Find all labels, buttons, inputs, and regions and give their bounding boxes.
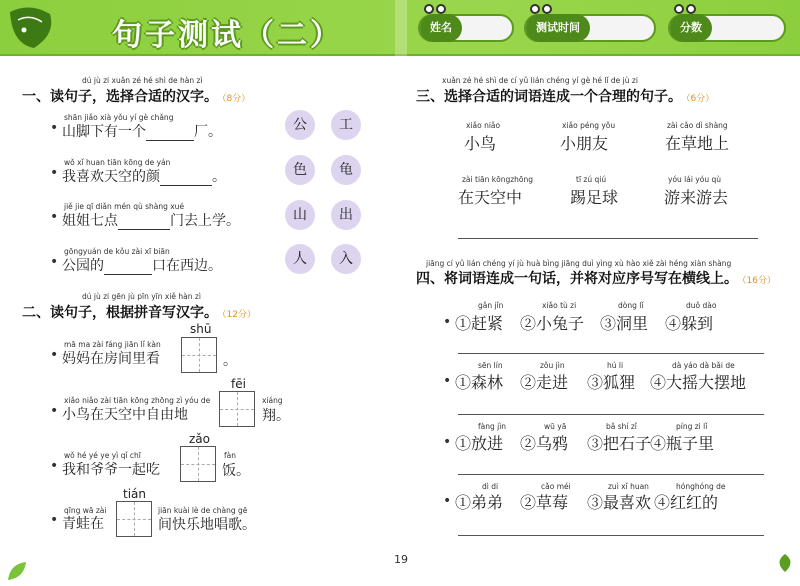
test-time-field-label: 测试时间: [526, 14, 590, 42]
s1-item4-text-a: 公园的: [62, 258, 104, 274]
s3-word6[interactable]: 游来游去: [664, 188, 729, 207]
s3-word3[interactable]: 在草地上: [665, 134, 730, 153]
s2-item2-pinyin-after: xiáng: [262, 396, 283, 405]
section2-title-pinyin: dú jù zi gēn jù pīn yīn xiě hàn zì: [82, 292, 201, 301]
s1-item3-text-a: 姐姐七点: [62, 213, 118, 229]
score-field[interactable]: [668, 14, 786, 42]
option-circle[interactable]: 龟: [331, 155, 361, 185]
s1-item4-blank[interactable]: [104, 259, 152, 275]
s1-item1-blank[interactable]: [146, 125, 194, 141]
section2-title-text: 二、读句子，根据拼音写汉字。: [22, 305, 218, 321]
s1-item3-pinyin: jiě jie qī diǎn mén qù shàng xué: [64, 202, 185, 211]
s4-g3-word2[interactable]: ②乌鸦: [520, 434, 569, 453]
section4-title: [416, 268, 776, 288]
leaf-decoration-icon: [4, 4, 56, 52]
s4-g2-w1-pinyin: sēn lín: [478, 361, 503, 370]
s2-item3-text-b: 饭。: [222, 463, 250, 479]
option-circle[interactable]: 山: [285, 200, 315, 230]
s4-g1-word1[interactable]: ①赶紧: [455, 314, 504, 333]
bullet: •: [50, 512, 59, 528]
option-circle[interactable]: 工: [331, 110, 361, 140]
s1-item1-text-a: 山脚下有一个: [62, 124, 146, 140]
s4-g1-w2-pinyin: xiǎo tù zi: [542, 301, 577, 310]
s4-g4-w1-pinyin: dì di: [482, 482, 499, 491]
s4-g4-w2-pinyin: cǎo méi: [541, 482, 571, 491]
s4-g2-w3-pinyin: hú li: [607, 361, 624, 370]
s1-item4-pinyin: gōngyuán de kǒu zài xī biān: [64, 247, 170, 256]
s4-g4-word3[interactable]: ③最喜欢: [587, 493, 652, 512]
s1-item2-blank[interactable]: [160, 170, 212, 186]
s3-word5-pinyin: tī zú qiú: [576, 175, 607, 184]
s4-g2-word2[interactable]: ②走进: [520, 373, 569, 392]
s4-g3-w4-pinyin: píng zi lǐ: [676, 422, 708, 431]
s4-g2-word4[interactable]: ④大摇大摆地: [650, 373, 747, 392]
answer-line[interactable]: [458, 474, 764, 475]
section1-title: [22, 86, 250, 106]
tianzige-box[interactable]: [219, 391, 255, 427]
s4-g4-w3-pinyin: zuì xǐ huan: [608, 482, 649, 491]
section1-title-pinyin: dú jù zi xuǎn zé hé shì de hàn zì: [82, 76, 203, 85]
answer-line[interactable]: [458, 414, 764, 415]
s4-g4-word1[interactable]: ①弟弟: [455, 493, 504, 512]
s4-g4-w4-pinyin: hónghóng de: [676, 482, 726, 491]
bullet: •: [443, 314, 452, 330]
s4-g1-w3-pinyin: dòng lǐ: [618, 301, 644, 310]
section3-score: （6分）: [686, 94, 715, 104]
s2-item2-text-b: 翔。: [262, 408, 290, 424]
section1-score: （8分）: [222, 94, 251, 104]
s4-g2-word1[interactable]: ①森林: [455, 373, 504, 392]
s4-g1-w1-pinyin: gǎn jǐn: [478, 301, 504, 310]
s3-word6-pinyin: yóu lái yóu qù: [668, 175, 721, 184]
bullet: •: [50, 120, 59, 136]
s4-g2-w2-pinyin: zǒu jìn: [540, 361, 565, 370]
name-field[interactable]: [418, 14, 514, 42]
s2-item1-text-a: 妈妈在房间里看: [62, 351, 160, 367]
leaf-corner-icon: [774, 552, 796, 574]
s2-item1-pinyin: mā ma zài fáng jiān lǐ kàn: [64, 340, 161, 349]
s1-item1-text-b: 厂。: [194, 124, 222, 140]
s2-item1-text-b: 。: [223, 353, 237, 369]
s3-word4-pinyin: zài tiān kōngzhōng: [462, 175, 533, 184]
bullet: •: [50, 165, 59, 181]
answer-line[interactable]: [458, 238, 758, 239]
name-field-label: 姓名: [420, 14, 462, 42]
s2-item3-box-pinyin: zǎo: [189, 432, 210, 446]
s3-word5[interactable]: 踢足球: [570, 188, 619, 207]
bullet: •: [50, 403, 59, 419]
header-banner: [0, 0, 800, 56]
option-circle[interactable]: 公: [285, 110, 315, 140]
s2-item4-pinyin-after: jiān kuài lè de chàng gē: [158, 506, 248, 515]
s3-word4[interactable]: 在天空中: [458, 188, 523, 207]
section2-title: [22, 302, 256, 322]
section4-score: （16分）: [742, 276, 776, 286]
s3-word2-pinyin: xiǎo péng yǒu: [562, 121, 616, 130]
s4-g3-w1-pinyin: fàng jìn: [478, 422, 507, 431]
page-title: 句子测试（二）: [112, 18, 343, 53]
option-circle[interactable]: 色: [285, 155, 315, 185]
section3-title-pinyin: xuǎn zé hé shì de cí yǔ lián chéng yí gè hé lǐ de jù zi: [442, 76, 638, 85]
section3-title-text: 三、选择合适的词语连成一个合理的句子。: [416, 89, 682, 105]
s1-item3: [62, 210, 240, 230]
bullet: •: [443, 493, 452, 509]
bullet: •: [50, 209, 59, 225]
s4-g1-word3[interactable]: ③洞里: [600, 314, 649, 333]
leaf-corner-icon: [6, 560, 28, 582]
s2-item4-text-b: 间快乐地唱歌。: [158, 517, 256, 533]
s1-item1-pinyin: shān jiǎo xià yǒu yí gè chǎng: [64, 113, 174, 122]
section4-title-pinyin: jiāng cí yǔ lián chéng yí jù huà bìng jiāng duì yìng xù hào xiě zài héng xiàn shàng: [426, 259, 732, 268]
s4-g3-word3[interactable]: ③把石子: [587, 434, 652, 453]
section1-title-text: 一、读句子，选择合适的汉字。: [22, 89, 218, 105]
s2-item2-box-pinyin: fēi: [231, 377, 246, 391]
s1-item2-pinyin: wǒ xǐ huan tiān kōng de yán: [64, 158, 171, 167]
section4-title-text: 四、将词语连成一句话，并将对应序号写在横线上。: [416, 271, 738, 287]
bullet: •: [50, 347, 59, 363]
banner-divider: [395, 0, 407, 56]
s1-item1: [62, 121, 222, 141]
s1-item3-blank[interactable]: [118, 214, 170, 230]
s2-item4-box-pinyin: tián: [123, 487, 146, 501]
bullet: •: [50, 254, 59, 270]
option-circle[interactable]: 入: [331, 244, 361, 274]
s4-g1-word2[interactable]: ②小兔子: [520, 314, 585, 333]
tianzige-box[interactable]: [180, 446, 216, 482]
s4-g1-w4-pinyin: duǒ dào: [686, 301, 717, 310]
page-number: 19: [394, 553, 408, 566]
s3-word3-pinyin: zài cǎo dì shàng: [667, 121, 728, 130]
bullet: •: [443, 373, 452, 389]
s3-word2[interactable]: 小朋友: [560, 134, 609, 153]
answer-line[interactable]: [458, 353, 764, 354]
s1-item4: [62, 255, 222, 275]
section3-title: [416, 86, 714, 106]
s4-g3-word1[interactable]: ①放进: [455, 434, 504, 453]
s2-item3-text-a: 我和爷爷一起吃: [62, 462, 160, 478]
s3-word1-pinyin: xiǎo niǎo: [466, 121, 501, 130]
option-circle[interactable]: 出: [331, 200, 361, 230]
bullet: •: [50, 458, 59, 474]
tianzige-box[interactable]: [116, 501, 152, 537]
s1-item4-text-b: 口在西边。: [152, 258, 222, 274]
s2-item1-box-pinyin: shū: [190, 322, 212, 336]
tianzige-box[interactable]: [181, 337, 217, 373]
s4-g3-w2-pinyin: wū yā: [544, 422, 567, 431]
s2-item3-pinyin: wǒ hé yé ye yì qǐ chī: [64, 451, 141, 460]
s4-g4-word2[interactable]: ②草莓: [520, 493, 569, 512]
option-circle[interactable]: 人: [285, 244, 315, 274]
s2-item4-pinyin: qīng wā zài: [64, 506, 107, 515]
s4-g2-w4-pinyin: dà yáo dà bǎi de: [672, 361, 735, 370]
s1-item2-text-a: 我喜欢天空的颜: [62, 169, 160, 185]
s1-item2: [62, 166, 226, 186]
score-field-label: 分数: [670, 14, 712, 42]
section2-score: （12分）: [222, 310, 256, 320]
s4-g2-word3[interactable]: ③狐狸: [587, 373, 636, 392]
s4-g3-word4[interactable]: ④瓶子里: [650, 434, 715, 453]
s2-item2-pinyin: xiǎo niǎo zài tiān kōng zhōng zì yóu de: [64, 396, 211, 405]
s2-item3-pinyin-after: fàn: [224, 451, 236, 460]
s1-item3-text-b: 门去上学。: [170, 213, 240, 229]
s2-item4-text-a: 青蛙在: [62, 516, 104, 532]
answer-line[interactable]: [458, 535, 764, 536]
s4-g3-w3-pinyin: bǎ shí zǐ: [606, 422, 637, 431]
s4-g4-word4[interactable]: ④红红的: [654, 493, 719, 512]
s3-word1[interactable]: 小鸟: [464, 134, 497, 153]
s2-item2-text-a: 小鸟在天空中自由地: [62, 407, 188, 423]
s4-g1-word4[interactable]: ④躲到: [665, 314, 714, 333]
test-time-field[interactable]: [524, 14, 656, 42]
s1-item2-text-b: 。: [212, 169, 226, 185]
bullet: •: [443, 434, 452, 450]
